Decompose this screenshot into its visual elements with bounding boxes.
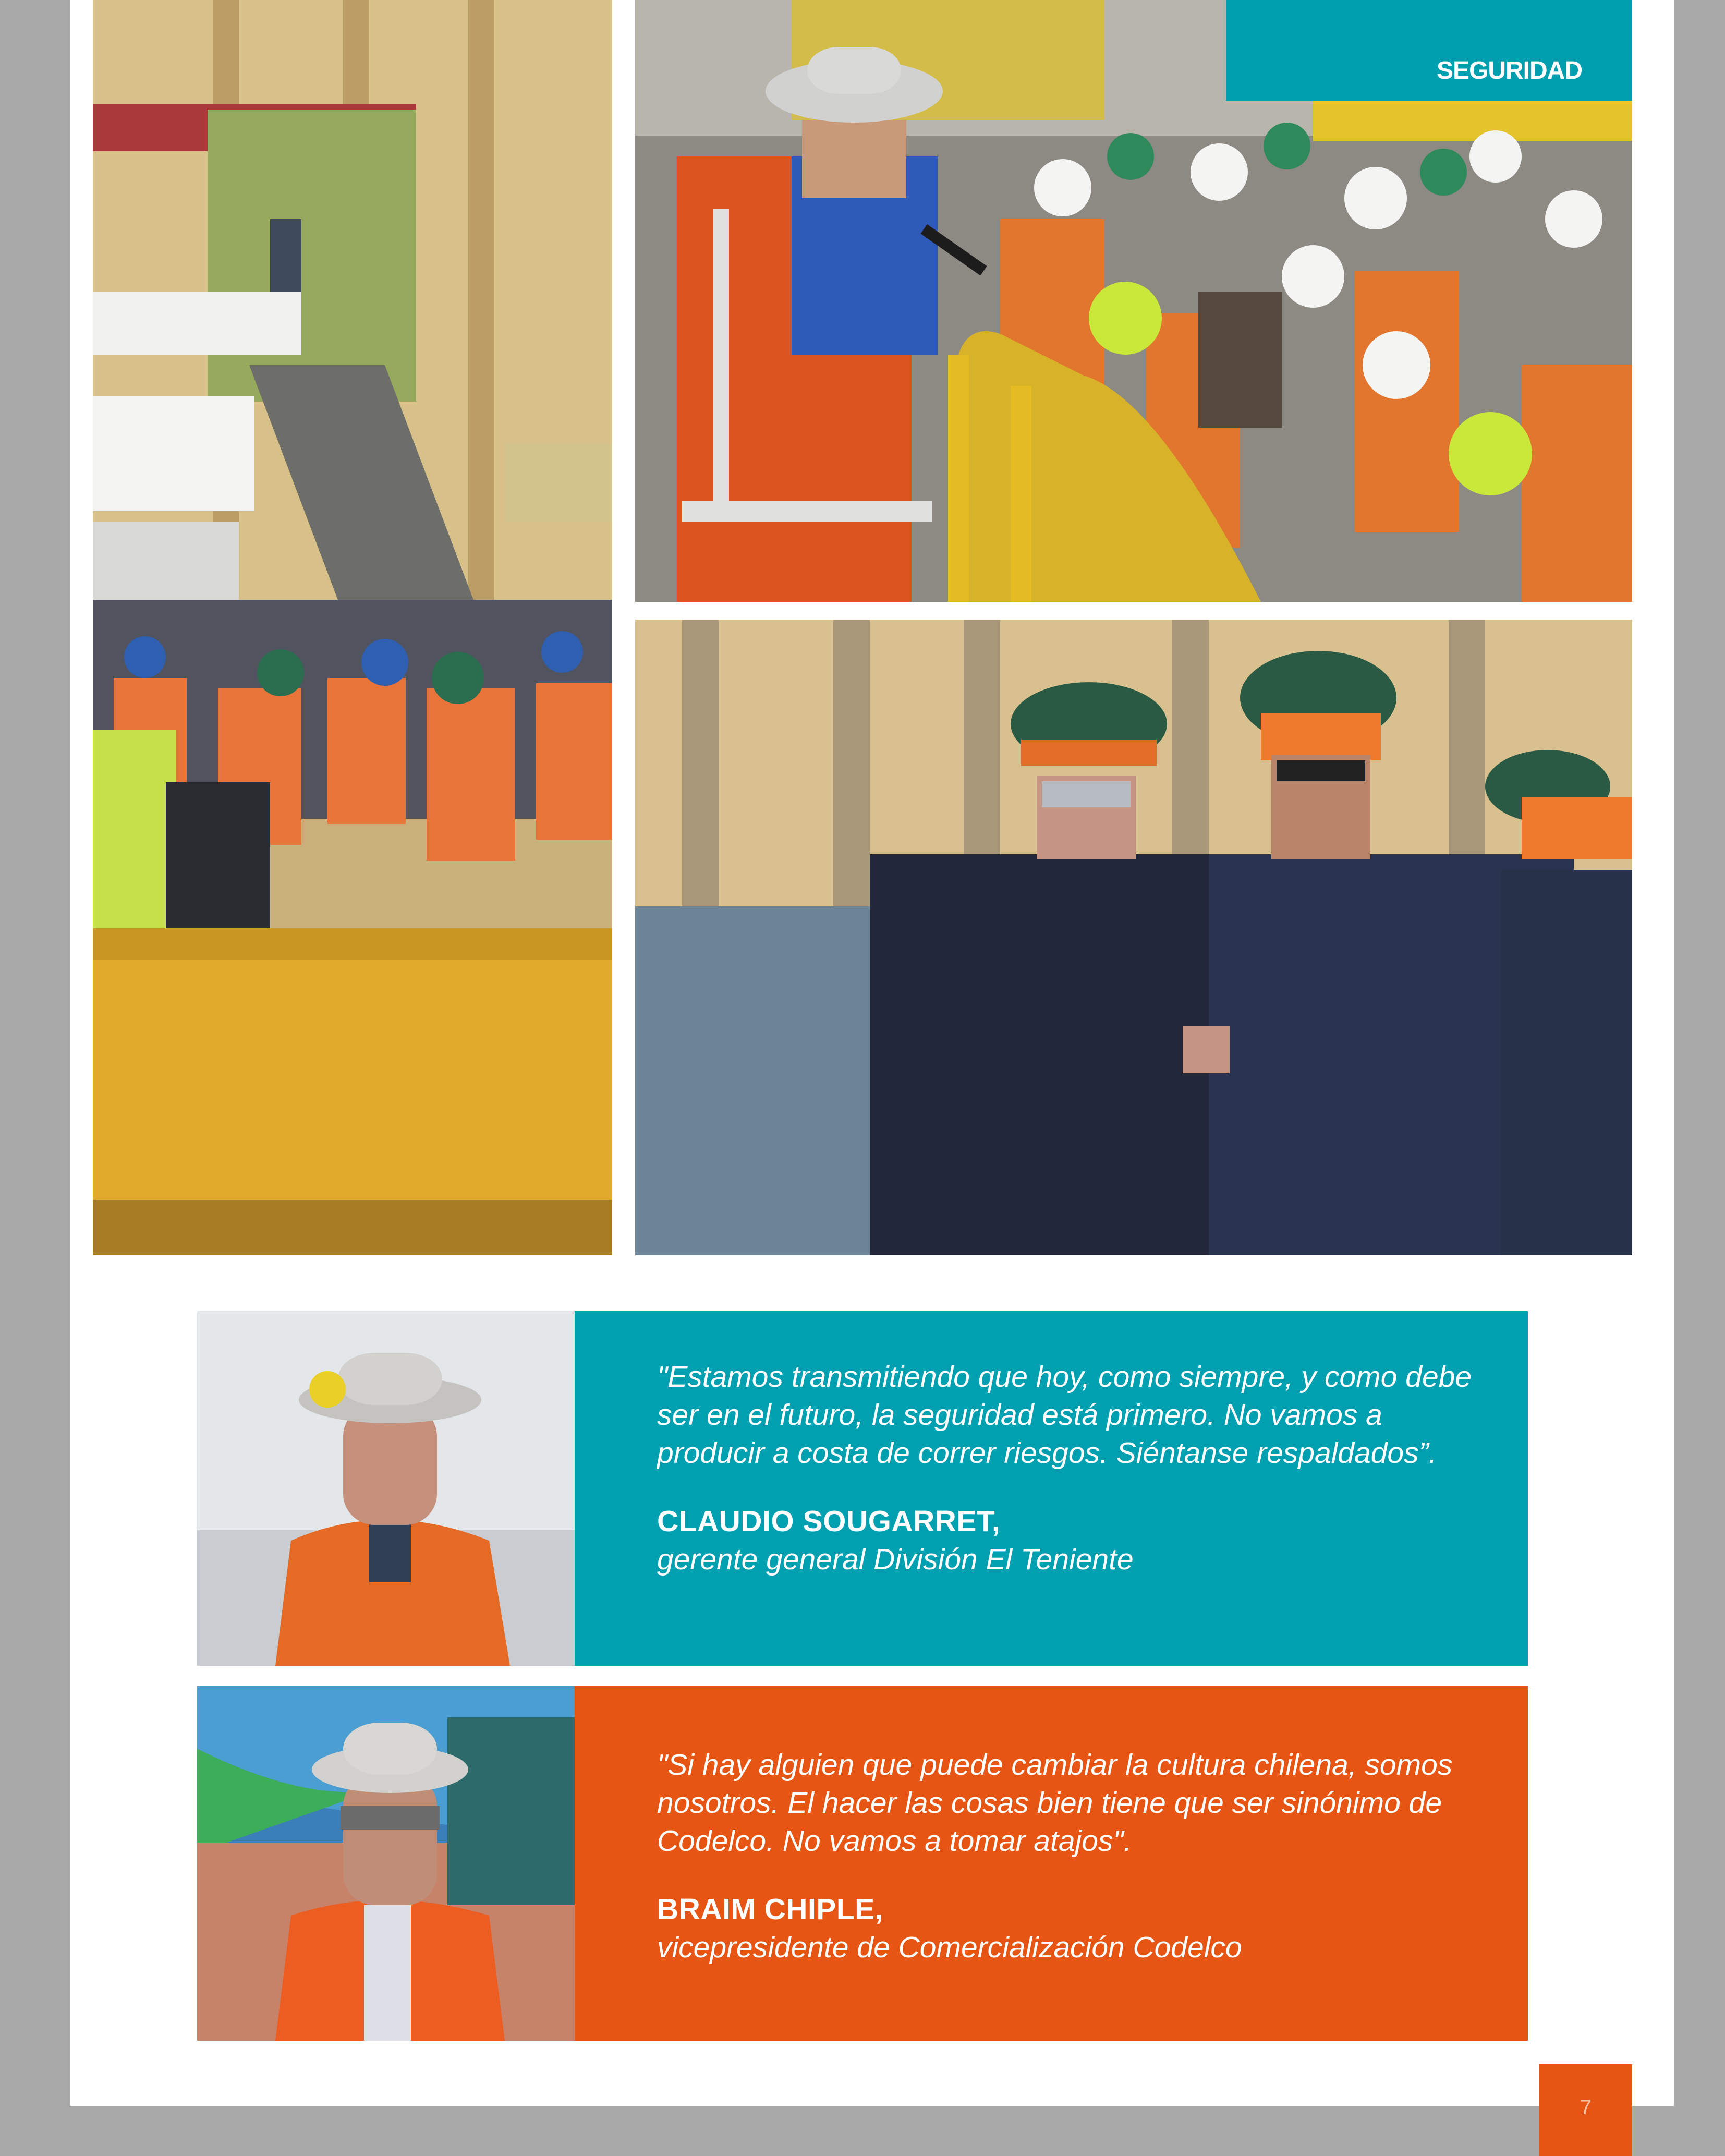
quote-author-role: vicepresidente de Comercialización Codelco	[657, 1931, 1242, 1964]
quote-card	[197, 1686, 1528, 2041]
section-label: SEGURIDAD	[1226, 0, 1632, 101]
quote-author-name: CLAUDIO SOUGARRET,	[657, 1505, 1001, 1538]
quote-box	[575, 1311, 1528, 1666]
page-number: 7	[1539, 2064, 1632, 2156]
workers-thumbs-up-photo	[635, 620, 1632, 1255]
quote-card	[197, 1311, 1528, 1666]
quote-text: "Si hay alguien que puede cambiar la cultura chilena, somos nosotros. El hacer las cosas bien tiene que ser sinónimo de Codelco. No vamos a tomar atajos".	[657, 1748, 1453, 1858]
workers-crowd-photo	[93, 0, 612, 1255]
portrait-photo	[197, 1686, 575, 2041]
quote-text: "Estamos transmitiendo que hoy, como siempre, y como debe ser en el futuro, la seguridad está primero. No vamos a producir a costa de correr riesgos. Siéntanse respaldados”.	[657, 1360, 1472, 1470]
quote-author-name: BRAIM CHIPLE,	[657, 1893, 883, 1926]
quote-box	[575, 1686, 1528, 2041]
quote-author-role: gerente general División El Teniente	[657, 1543, 1134, 1576]
portrait-photo	[197, 1311, 575, 1666]
